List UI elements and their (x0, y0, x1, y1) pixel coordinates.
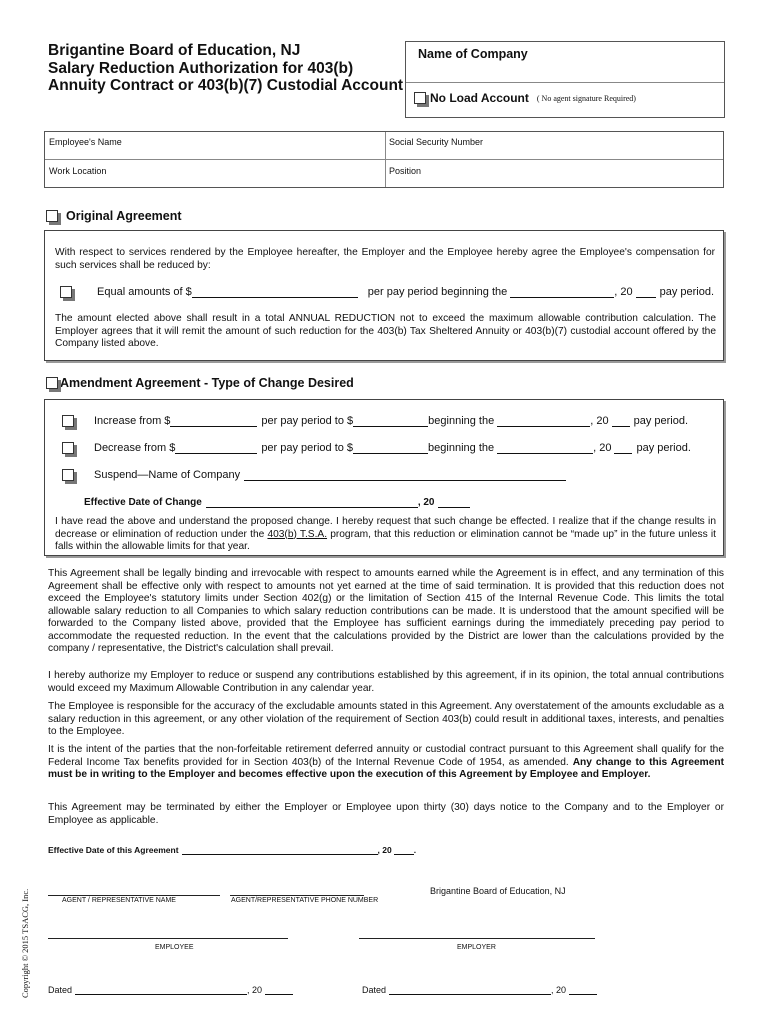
decrease-from-input[interactable] (175, 442, 257, 454)
increase-checkbox[interactable] (62, 415, 74, 427)
suspend-checkbox[interactable] (62, 469, 74, 481)
amendment-note-a: I have read the above and understand the proposed change. I hereby request that such change be effected. I realize that if the change results in decrease or elimination of reduction under the (55, 516, 716, 540)
equal-amounts-label: Equal amounts of $ (97, 286, 192, 298)
paragraph-responsibility: The Employee is responsible for the accuracy of the excludable amounts stated in this Agreement. Any overstatement of the amounts excludable as a salary reduction in this agreement, or any other violation of the requirement of Section 403(b) could result in additional taxes, interests, and penalties to the Employee. (48, 701, 724, 737)
amendment-title: Amendment Agreement - Type of Change Desired (60, 376, 354, 390)
employer-signature-line[interactable] (359, 938, 595, 939)
agent-name-line[interactable] (48, 895, 220, 896)
employee-dated-label: Dated (48, 985, 73, 995)
effective-agreement-label: Effective Date of this Agreement (48, 845, 179, 855)
ssn-field[interactable]: Social Security Number (389, 137, 484, 147)
effective-agreement-end: . (413, 845, 417, 855)
increase-label: Increase from $ (94, 415, 171, 427)
paragraph-authorize: I hereby authorize my Employer to reduce or suspend any contributions established by this agreement, if in its opinion, the total annual contributions would exceed my Maximum Allowable Contribution in any calendar year. (48, 670, 724, 694)
increase-to-label: per pay period to $ (261, 415, 354, 427)
suspend-row (62, 469, 566, 481)
increase-year-prefix: , 20 (590, 415, 609, 427)
position-field[interactable]: Position (389, 166, 422, 176)
no-load-account (414, 91, 636, 105)
effective-change-input[interactable] (206, 496, 418, 508)
decrease-pay-period: pay period. (636, 442, 691, 454)
decrease-beginning-label: beginning the (428, 442, 495, 454)
effective-agreement-year-input[interactable] (394, 845, 417, 855)
original-agreement-title: Original Agreement (66, 209, 182, 223)
equal-amounts-checkbox[interactable] (60, 286, 72, 298)
effective-change-year-input[interactable] (438, 496, 470, 508)
suspend-label: Suspend—Name of Company (94, 469, 241, 481)
work-location-field[interactable]: Work Location (49, 166, 107, 176)
paragraph-binding: This Agreement shall be legally binding and irrevocable with respect to amounts earned while the Agreement is in effect, and any termination of this Agreement shall be effective only with respect to amounts not yet earned at the time of said termination. It is provided that this reduction does not exceed the Employee's statutory limits under Section 402(g) or the limitation of Section 415 of the Internal Revenue Code. This limits the total allowable salary reduction to all Companies to which salary reduction contributions can be made. It is understood that the amount specified will be forwarded to the Company listed above, provided that the Employee has sufficient earnings during the immediately preceding pay period to accommodate the requested reduction. In the event that the calculations provided by the District are lower than the calculations provided by the company / representative, the District's calculation shall prevail. (48, 568, 724, 654)
employer-dated-year: , 20 (551, 985, 567, 995)
employee-dated-year: , 20 (247, 985, 263, 995)
amendment-note-b: program, that this reduction or elimination cannot be “made up” in the future unless it falls within the allowable limits for that year. (55, 528, 716, 552)
employee-signature-line[interactable] (48, 938, 288, 939)
original-agreement-heading (46, 209, 182, 223)
year-input[interactable] (636, 286, 656, 298)
form-title (48, 42, 403, 95)
no-load-checkbox[interactable] (414, 92, 426, 104)
employer-dated-row (362, 985, 597, 995)
decrease-row (62, 442, 691, 454)
amendment-checkbox[interactable] (46, 377, 58, 389)
employee-dated-input[interactable] (75, 985, 247, 995)
employer-label: EMPLOYER (457, 944, 496, 951)
employee-name-field[interactable]: Employee's Name (49, 137, 122, 147)
copyright-notice: Copyright © 2015 TSACG, Inc. (20, 888, 30, 998)
intent-bold-text: Any change to this Agreement must be in writing to the Employer and becomes effective upon the execution of this Agreement by Employee and Employer. (48, 756, 724, 780)
increase-year-input[interactable] (612, 415, 630, 427)
title-line-3: Annuity Contract or 403(b)(7) Custodial Account (48, 77, 404, 94)
tsa-link[interactable]: 403(b) T.S.A. (267, 528, 328, 540)
title-line-2: Salary Reduction Authorization for 403(b) (48, 59, 354, 77)
suspend-company-input[interactable] (244, 469, 566, 481)
paragraph-termination: This Agreement may be terminated by either the Employer or Employee upon thirty (30) days notice to the Company and to the Employer or Employee as applicable. (48, 802, 724, 826)
no-load-note: ( No agent signature Required) (536, 93, 636, 103)
employee-info-box (44, 131, 724, 188)
decrease-year-prefix: , 20 (593, 442, 612, 454)
employer-dated-year-input[interactable] (569, 985, 597, 995)
agent-phone-line[interactable] (230, 895, 364, 896)
agent-name-label: AGENT / REPRESENTATIVE NAME (62, 897, 176, 904)
effective-change-row (84, 496, 470, 508)
effective-change-year: , 20 (417, 496, 435, 508)
original-intro: With respect to services rendered by the Employee hereafter, the Employer and the Employee hereby agree the Employee's compensation for such services shall be reduced by: (55, 247, 715, 271)
begin-date-input[interactable] (510, 286, 614, 298)
decrease-to-input[interactable] (353, 442, 428, 454)
increase-to-input[interactable] (353, 415, 428, 427)
employee-dated-year-input[interactable] (265, 985, 293, 995)
increase-date-input[interactable] (497, 415, 590, 427)
no-load-label: No Load Account (430, 91, 529, 105)
decrease-year-input[interactable] (614, 442, 632, 454)
employee-dated-row (48, 985, 293, 995)
amendment-note (55, 516, 716, 554)
original-agreement-checkbox[interactable] (46, 210, 58, 222)
employer-dated-label: Dated (362, 985, 387, 995)
increase-beginning-label: beginning the (428, 415, 495, 427)
effective-agreement-year: , 20 (377, 845, 392, 855)
decrease-checkbox[interactable] (62, 442, 74, 454)
equal-amounts-row (60, 286, 715, 298)
equal-amounts-input[interactable] (192, 286, 358, 298)
employer-dated-input[interactable] (389, 985, 551, 995)
employer-name: Brigantine Board of Education, NJ (430, 886, 566, 896)
increase-from-input[interactable] (170, 415, 257, 427)
year-prefix: , 20 (614, 286, 633, 298)
effective-agreement-row (48, 845, 416, 855)
effective-change-label: Effective Date of Change (84, 496, 202, 508)
increase-row (62, 415, 688, 427)
employee-label: EMPLOYEE (155, 944, 194, 951)
decrease-date-input[interactable] (497, 442, 593, 454)
agent-phone-label: AGENT/REPRESENTATIVE PHONE NUMBER (231, 897, 379, 904)
increase-pay-period: pay period. (633, 415, 689, 427)
per-pay-period-label: per pay period beginning the (367, 286, 508, 298)
title-line-1: Brigantine Board of Education, NJ (48, 42, 301, 59)
effective-agreement-input[interactable] (182, 845, 378, 855)
pay-period-label: pay period. (659, 286, 715, 298)
paragraph-intent (48, 744, 724, 782)
original-note: The amount elected above shall result in a total ANNUAL REDUCTION not to exceed the maximum allowable contribution calculation. The Employer agrees that it will remit the amount of such reduction for the 403(b) Tax Sheltered Annuity or 403(b)(7) custodial account offered by the Company listed above. (55, 313, 716, 349)
company-name-label: Name of Company (418, 47, 528, 61)
decrease-to-label: per pay period to $ (261, 442, 354, 454)
decrease-label: Decrease from $ (94, 442, 176, 454)
intent-text: It is the intent of the parties that the non-forfeitable retirement deferred annuity or custodial contract pursuant to this Agreement shall qualify for the Federal Income Tax benefits provided for in Section 403(b) of the Internal Revenue Code of 1954, as amended. (48, 744, 724, 768)
amendment-heading (46, 376, 354, 390)
